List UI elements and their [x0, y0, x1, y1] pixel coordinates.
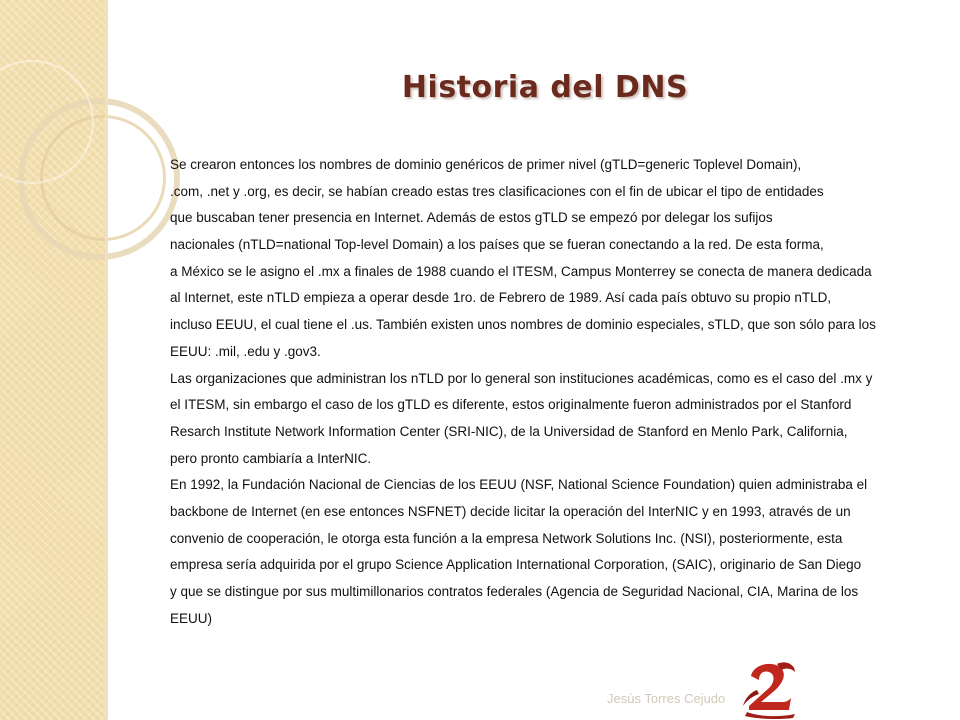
body-text-line: empresa sería adquirida por el grupo Science Application International Corporation, (SAIC), originario de San Diego	[170, 557, 862, 573]
body-text-line: nacionales (nTLD=national Top-level Domain) a los países que se fueran conectando a la red. De esta forma,	[170, 237, 824, 253]
body-text-line: pero pronto cambiaría a InterNIC.	[170, 450, 372, 466]
body-text-line: .com, .net y .org, es decir, se habían creado estas tres clasificaciones con el fin de ubicar el tipo de entidades	[170, 183, 824, 199]
body-text-line: convenio de cooperación, le otorga esta función a la empresa Network Solutions Inc. (NSI), posteriormente, esta	[170, 530, 843, 546]
body-text-line: Resarch Institute Network Information Center (SRI-NIC), de la Universidad de Stanford en Menlo Park, California,	[170, 423, 848, 439]
slide-title: Historia del DNS	[401, 70, 689, 105]
body-text-line: que buscaban tener presencia en Internet. Además de estos gTLD se empezó por delegar los sufijos	[170, 210, 773, 226]
body-text-line: el ITESM, sin embargo el caso de los gTLD es diferente, estos originalmente fueron administrados por el Stanford	[170, 397, 852, 413]
body-text-line: EEUU: .mil, .edu y .gov3.	[170, 343, 321, 359]
body-text-line: EEUU)	[170, 610, 213, 626]
slide-body-text	[170, 152, 940, 632]
body-text-line: y que se distingue por sus multimillonarios contratos federales (Agencia de Seguridad Nacional, CIA, Marina de los	[170, 584, 859, 599]
side-panel-edge	[105, 0, 108, 720]
footer-author: Jesús Torres Cejudo	[607, 691, 726, 706]
body-text-line: Las organizaciones que administran los nTLD por lo general son instituciones académicas, como es el caso del .mx y	[170, 370, 873, 386]
body-text-line: En 1992, la Fundación Nacional de Ciencias de los EEUU (NSF, National Science Foundation) quien administraba el	[170, 477, 868, 493]
body-text-line: a México se le asigno el .mx a finales de 1988 cuando el ITESM, Campus Monterrey se conecta de manera dedicada	[170, 263, 872, 279]
body-text-line: incluso EEUU, el cual tiene el .us. También existen unos nombres de dominio especiales, sTLD, que son sólo para los	[170, 317, 876, 333]
dragon-logo-icon	[737, 656, 801, 720]
body-text-line: backbone de Internet (en ese entonces NSFNET) decide licitar la operación del InterNIC y en 1993, através de un	[170, 503, 851, 519]
decorative-side-panel	[0, 0, 106, 720]
body-text-line: Se crearon entonces los nombres de dominio genéricos de primer nivel (gTLD=generic Toplevel Domain),	[170, 157, 802, 172]
body-text-line: al Internet, este nTLD empieza a operar desde 1ro. de Febrero de 1989. Así cada país obtuvo su propio nTLD,	[170, 290, 832, 306]
